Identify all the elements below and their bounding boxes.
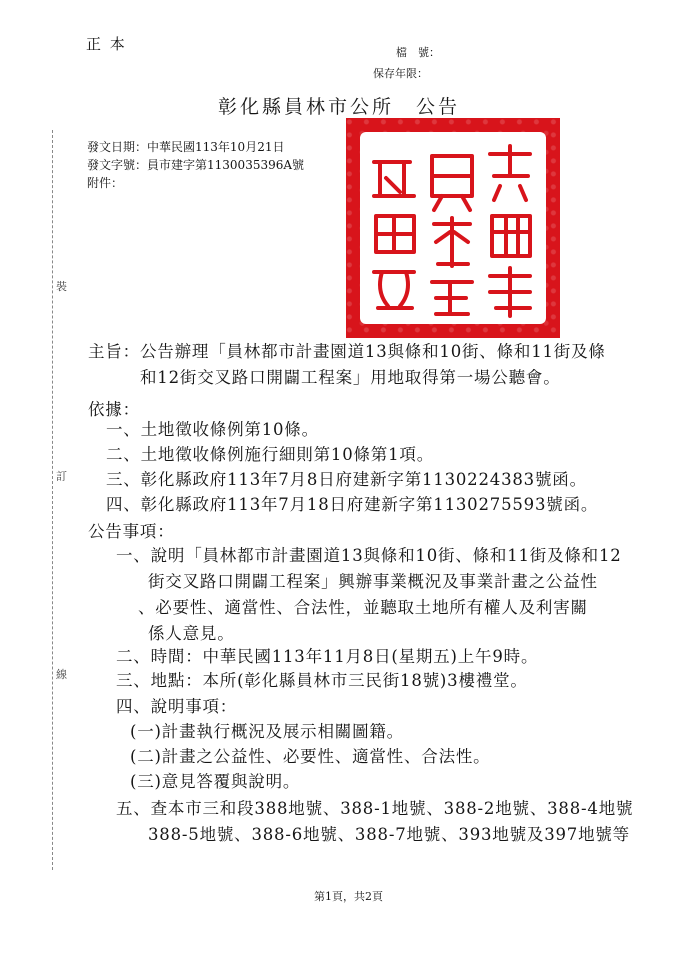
binding-label-bottom: 線 <box>56 664 67 684</box>
notice-item-4-sub: (二)計畫之公益性、必要性、適當性、合法性。 <box>130 747 491 766</box>
subject-line-2: 和12街交叉路口開闢工程案」用地取得第一場公聽會。 <box>140 368 561 387</box>
document-number-label: 發文字號： <box>87 158 148 172</box>
notice-item-4: 四、說明事項： <box>116 697 238 716</box>
notice-item-1-line: 、必要性、適當性、合法性，並聽取土地所有權人及利害關 <box>138 598 588 617</box>
notice-item-5-line: 五、查本市三和段388地號、388-1地號、388-2地號、388-4地號 <box>116 799 634 818</box>
document-number-value: 員市建字第1130035396A號 <box>147 158 305 172</box>
notice-item-1-line: 街交叉路口開闢工程案」興辦事業概況及事業計畫之公益性 <box>148 572 598 591</box>
notice-item-3: 三、地點：本所(彰化縣員林市三民街18號)3樓禮堂。 <box>116 671 528 690</box>
notice-item-4-sub: (三)意見答覆與說明。 <box>130 772 301 791</box>
basis-item: 一、土地徵收條例第10條。 <box>106 420 319 439</box>
notice-item-5-line: 388-5地號、388-6地號、388-7地號、393地號及397地號等 <box>148 825 630 844</box>
binding-label-top: 裝 <box>56 276 67 296</box>
notice-item-4-sub: (一)計畫執行概況及展示相關圖籍。 <box>130 722 404 741</box>
basis-label: 依據： <box>88 400 140 419</box>
attachment-label: 附件： <box>87 176 124 190</box>
seal-emblem <box>360 132 546 324</box>
official-seal <box>346 118 560 338</box>
issue-date-label: 發文日期： <box>87 140 148 154</box>
file-number-label: 檔 號： <box>396 46 440 59</box>
basis-item: 二、土地徵收條例施行細則第10條第1項。 <box>106 445 434 464</box>
notice-item-1-line: 係人意見。 <box>148 624 235 643</box>
retention-period-label: 保存年限： <box>373 67 428 80</box>
document-title: 彰化縣員林市公所 公告 <box>218 96 461 118</box>
copy-mark: 正 本 <box>86 35 127 53</box>
document-number-row <box>87 156 304 173</box>
page-indicator: 第1頁，共2頁 <box>314 890 383 903</box>
issue-date-row <box>87 138 284 155</box>
basis-item: 四、彰化縣政府113年7月18日府建新字第1130275593號函。 <box>106 495 599 514</box>
issue-date-value: 中華民國113年10月21日 <box>147 140 285 154</box>
basis-item: 三、彰化縣政府113年7月8日府建新字第1130224383號函。 <box>106 470 587 489</box>
notice-label: 公告事項： <box>88 522 175 541</box>
notice-item-1-line: 一、說明「員林都市計畫園道13與條和10街、條和11街及條和12 <box>116 546 622 565</box>
notice-item-2: 二、時間：中華民國113年11月8日(星期五)上午9時。 <box>116 647 539 666</box>
binding-line <box>52 130 53 870</box>
subject-line-1: 公告辦理「員林都市計畫園道13與條和10街、條和11街及條 <box>140 342 606 361</box>
subject-label: 主旨： <box>88 342 140 361</box>
binding-label-mid: 訂 <box>56 466 67 486</box>
